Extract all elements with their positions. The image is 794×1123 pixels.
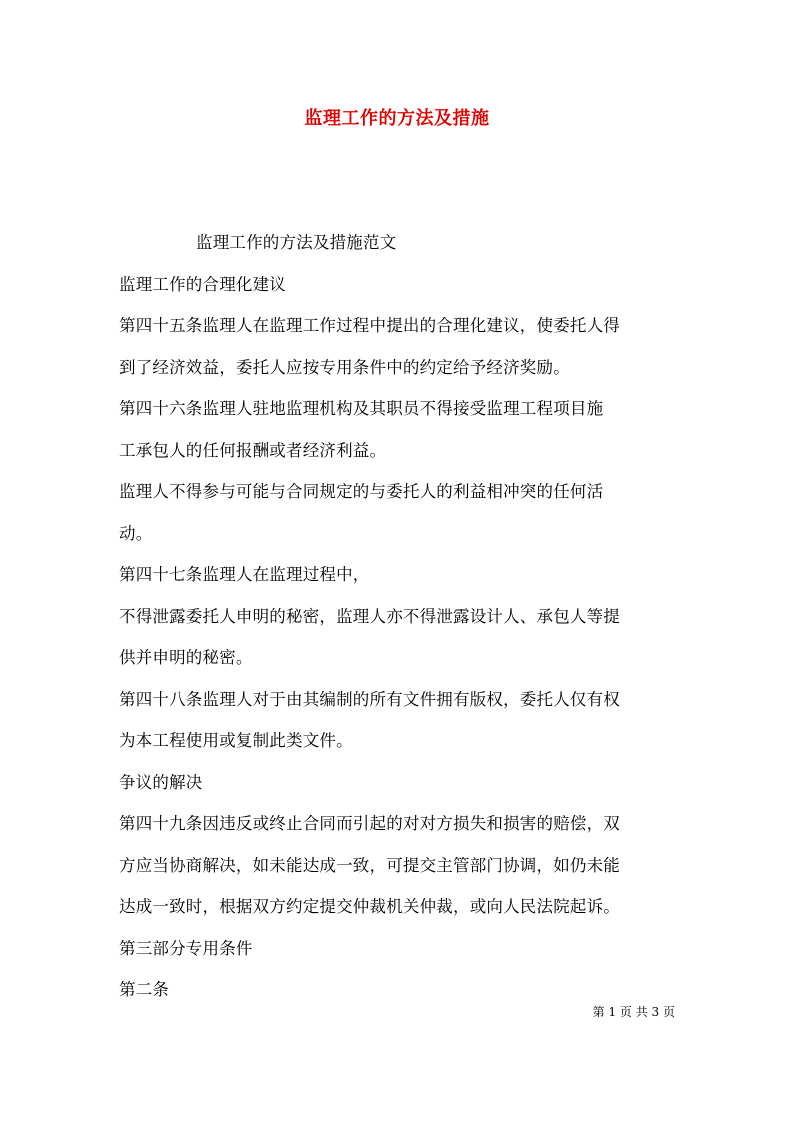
text-line: 第四十七条监理人在监理过程中， xyxy=(119,565,370,584)
text-line: 第四十六条监理人驻地监理机构及其职员不得接受监理工程项目施 xyxy=(119,399,604,418)
section-heading: 争议的解决 xyxy=(119,772,203,792)
text-line: 为本工程使用或复制此类文件。 xyxy=(119,731,353,750)
text-line: 方应当协商解决，如未能达成一致，可提交主管部门协调，如仍未能 xyxy=(119,855,620,875)
text-line: 第四十五条监理人在监理工作过程中提出的合理化建议，使委托人得 xyxy=(119,316,620,335)
document-subtitle: 监理工作的方法及措施范文 xyxy=(196,233,397,252)
text-line: 供并申明的秘密。 xyxy=(119,648,253,667)
section-heading: 监理工作的合理化建议 xyxy=(119,274,286,294)
text-line: 工承包人的任何报酬或者经济利益。 xyxy=(119,440,387,460)
text-line: 达成一致时，根据双方约定提交仲裁机关仲裁，或向人民法院起诉。 xyxy=(119,897,620,916)
text-line: 到了经济效益，委托人应按专用条件中的约定给予经济奖励。 xyxy=(119,357,570,377)
text-line: 第四十九条因违反或终止合同而引起的对对方损失和损害的赔偿，双 xyxy=(119,814,620,833)
text-line: 动。 xyxy=(119,523,153,543)
page-number: 第 1 页 共 3 页 xyxy=(592,1005,675,1019)
text-line: 第四十八条监理人对于由其编制的所有文件拥有版权，委托人仅有权 xyxy=(119,689,620,709)
text-line: 不得泄露委托人申明的秘密，监理人亦不得泄露设计人、承包人等提 xyxy=(119,606,620,626)
section-heading: 第三部分专用条件 xyxy=(119,938,253,958)
text-line: 第二条 xyxy=(119,980,170,999)
text-line: 监理人不得参与可能与合同规定的与委托人的利益相冲突的任何活 xyxy=(119,482,604,501)
document-body xyxy=(119,228,679,1017)
page-title: 监理工作的方法及措施 xyxy=(304,108,490,129)
